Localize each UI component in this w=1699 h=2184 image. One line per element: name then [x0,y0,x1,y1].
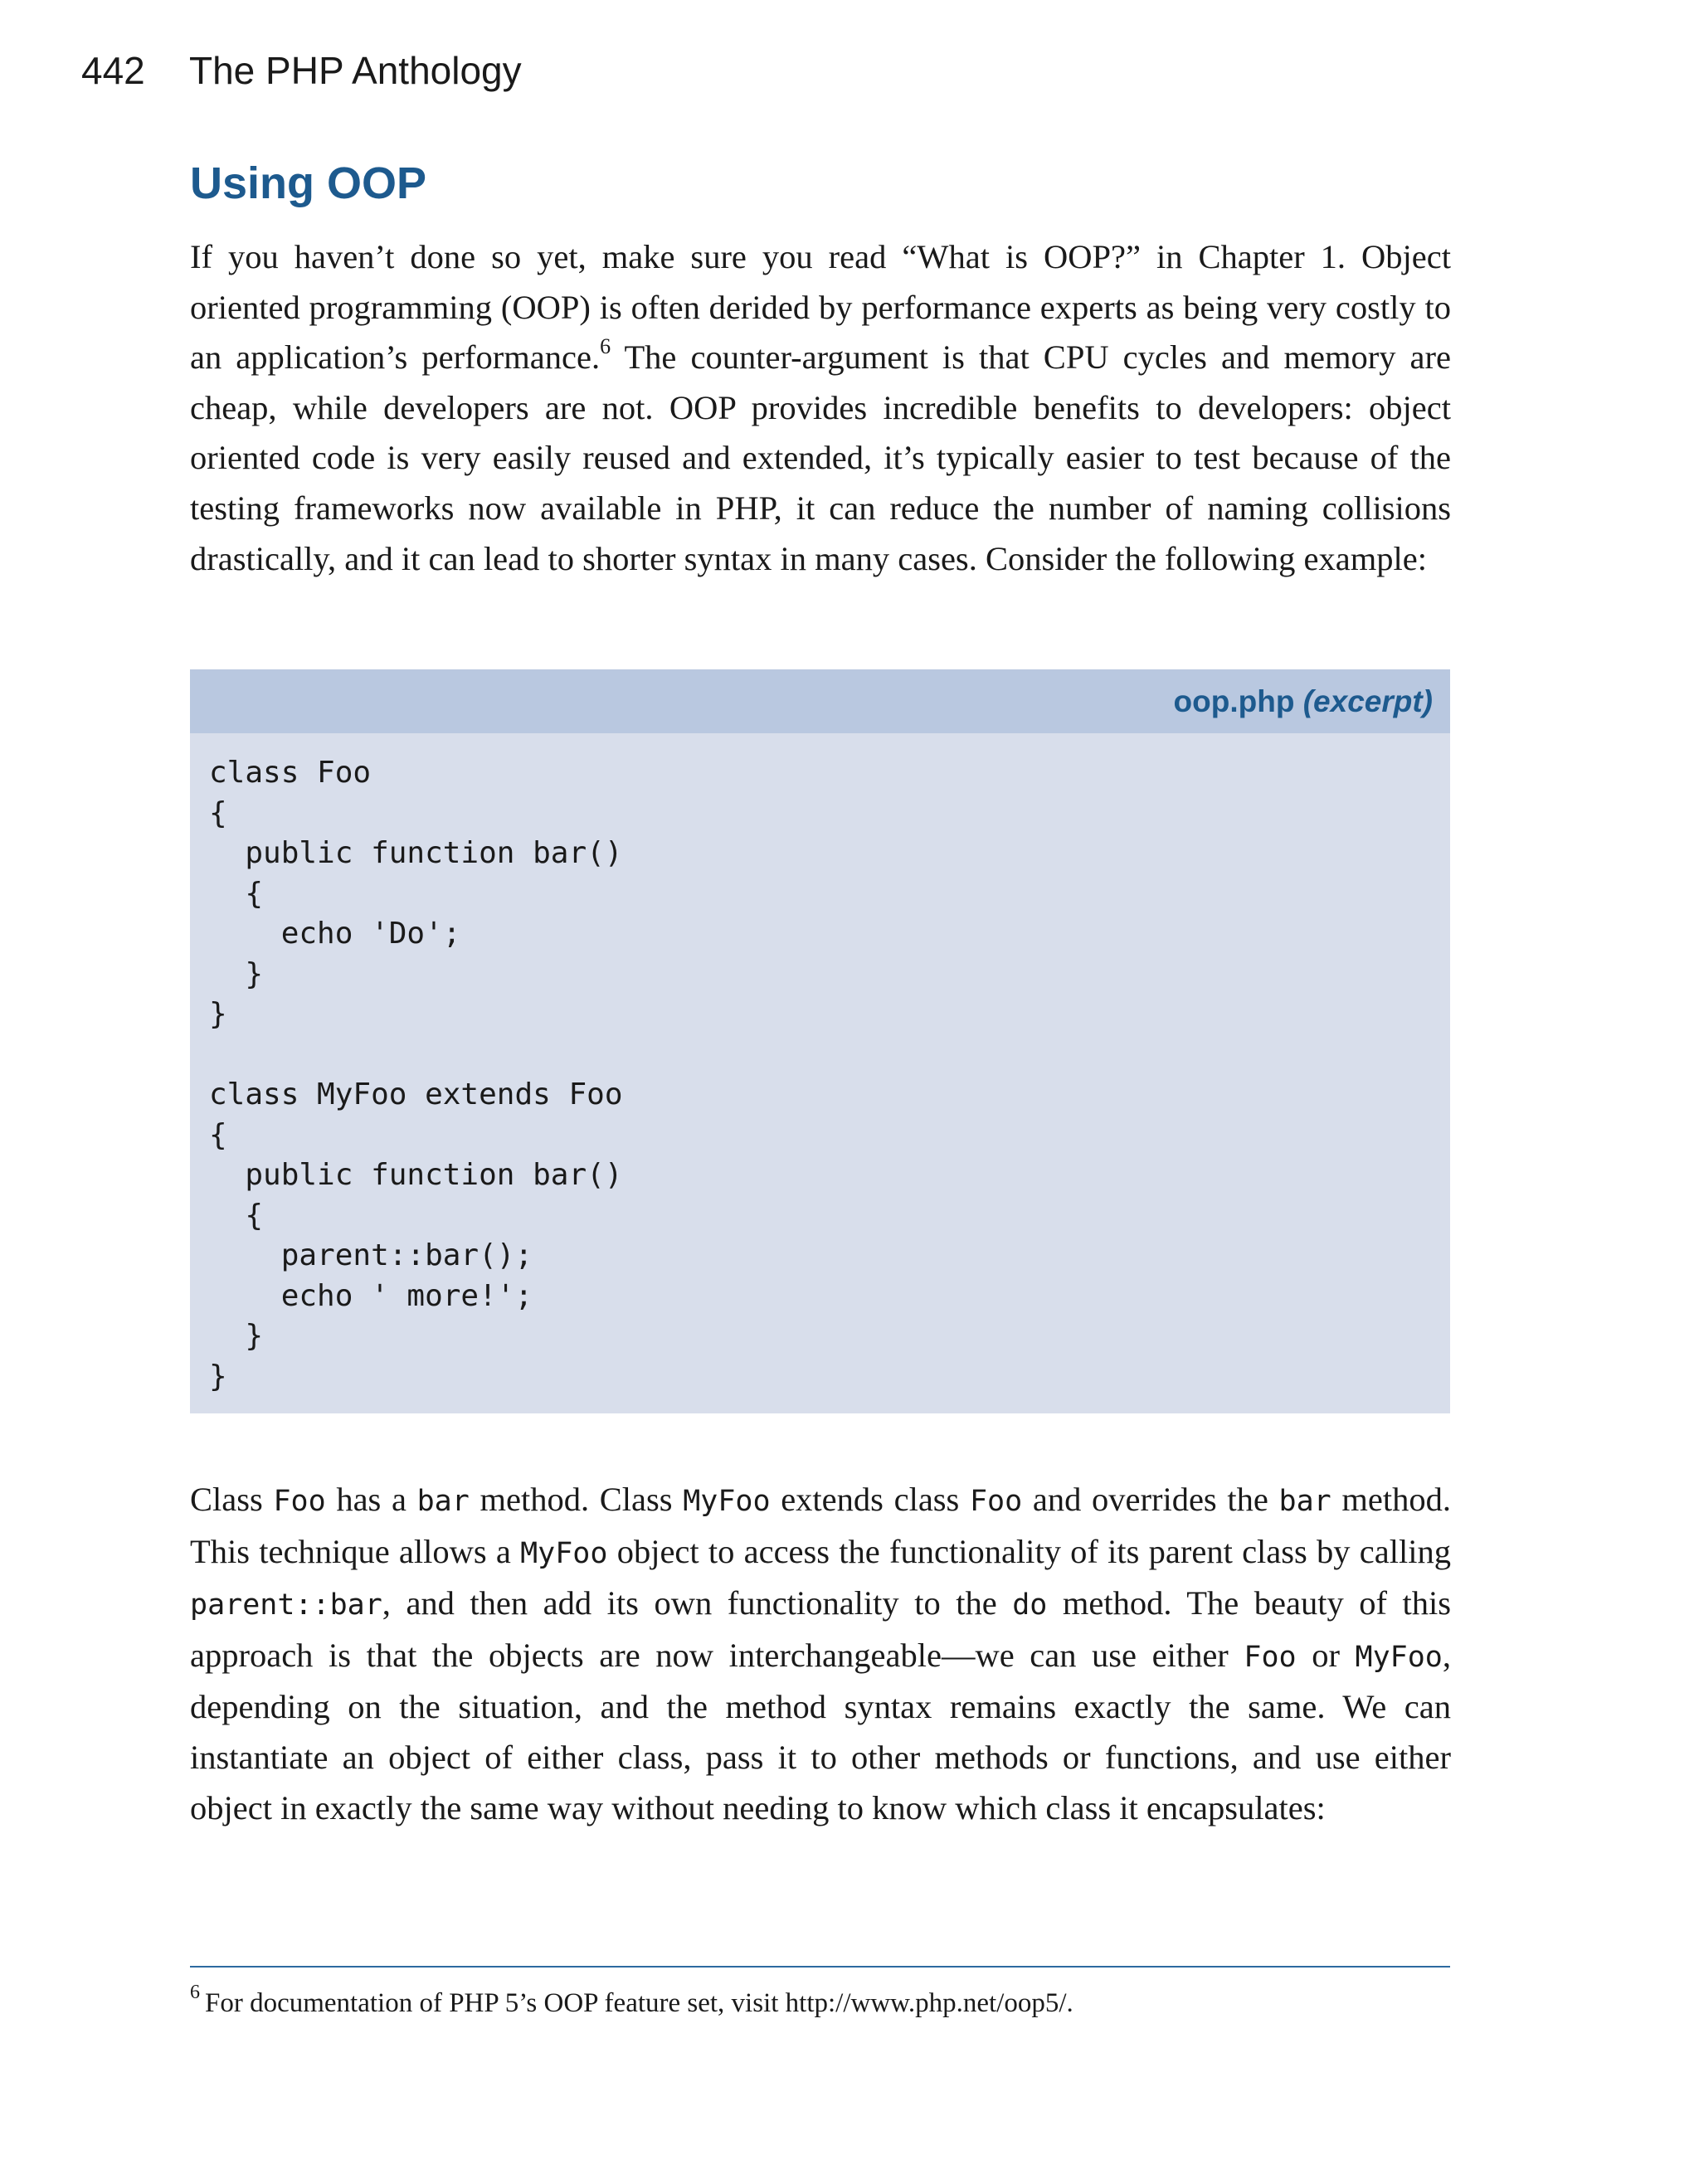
text-run: , depending on the situation, and the method syntax remains exactly the same. We can instantiate an object of either class, pass it to other methods or functions, and use either object in exactly the same way without needing to know which class it encapsulates: [190,1636,1451,1826]
inline-code: Foo [969,1485,1023,1518]
running-head [81,48,522,93]
inline-code: MyFoo [520,1536,608,1570]
intro-text-part-2: The counter-argument is that CPU cycles and memory are cheap, while developers are not. OOP provides incredible benefits to developers: object oriented code is very easily reused and extended, it’s typically easier to test because of the testing frameworks now available in PHP, it can reduce the number of naming collisions drastically, and it can lead to shorter syntax in many cases. Consider the following example: [190,338,1451,577]
text-run: method. The beauty of this approach is that the objects are now interchangeable—we can use either [190,1584,1452,1674]
footnote-divider [190,1966,1450,1968]
code-block: class Foo { public function bar() { echo 'Do'; } } class MyFoo extends Foo { public function bar() { parent::bar(); echo ' more!'; } } [209,756,623,1394]
code-caption [190,669,1450,733]
section-title: Using OOP [190,158,427,208]
inline-code: MyFoo [683,1485,771,1518]
inline-code: parent::bar [190,1588,382,1622]
text-run: has a [325,1481,417,1518]
explanation-paragraph [190,1475,1451,1833]
footnote-reference: 6 [600,333,611,358]
text-run: object to access the functionality of its parent class by calling [607,1532,1451,1570]
intro-paragraph [190,232,1451,584]
footnote-text: For documentation of PHP 5’s OOP feature set, visit http://www.php.net/oop5/. [205,1988,1073,2018]
text-run: method. Class [469,1481,684,1518]
page-number: 442 [81,49,145,92]
code-file-name: oop.php [1173,684,1295,718]
text-run: extends class [770,1481,970,1518]
inline-code: Foo [273,1485,326,1518]
text-run: and overrides the [1022,1481,1279,1518]
text-run: , and then add its own functionality to the [382,1584,1013,1622]
inline-code: Foo [1244,1640,1297,1674]
code-excerpt-note: (excerpt) [1302,684,1433,718]
footnote [190,1982,1450,2024]
inline-code: bar [1278,1485,1331,1518]
text-run: method. This technique allows a [190,1481,1451,1570]
text-run: Class [190,1481,274,1518]
inline-code: do [1012,1588,1048,1622]
book-title: The PHP Anthology [189,49,522,92]
inline-code: bar [416,1485,470,1518]
intro-text-part-1: If you haven’t done so yet, make sure you read “What is OOP?” in Chapter 1. Object oriented programming (OOP) is often derided by performance experts as being very costly to an application’s performance. [190,238,1451,377]
text-run: or [1296,1636,1356,1674]
code-listing [190,669,1450,1413]
inline-code: MyFoo [1355,1640,1443,1674]
footnote-number: 6 [190,1982,200,2003]
